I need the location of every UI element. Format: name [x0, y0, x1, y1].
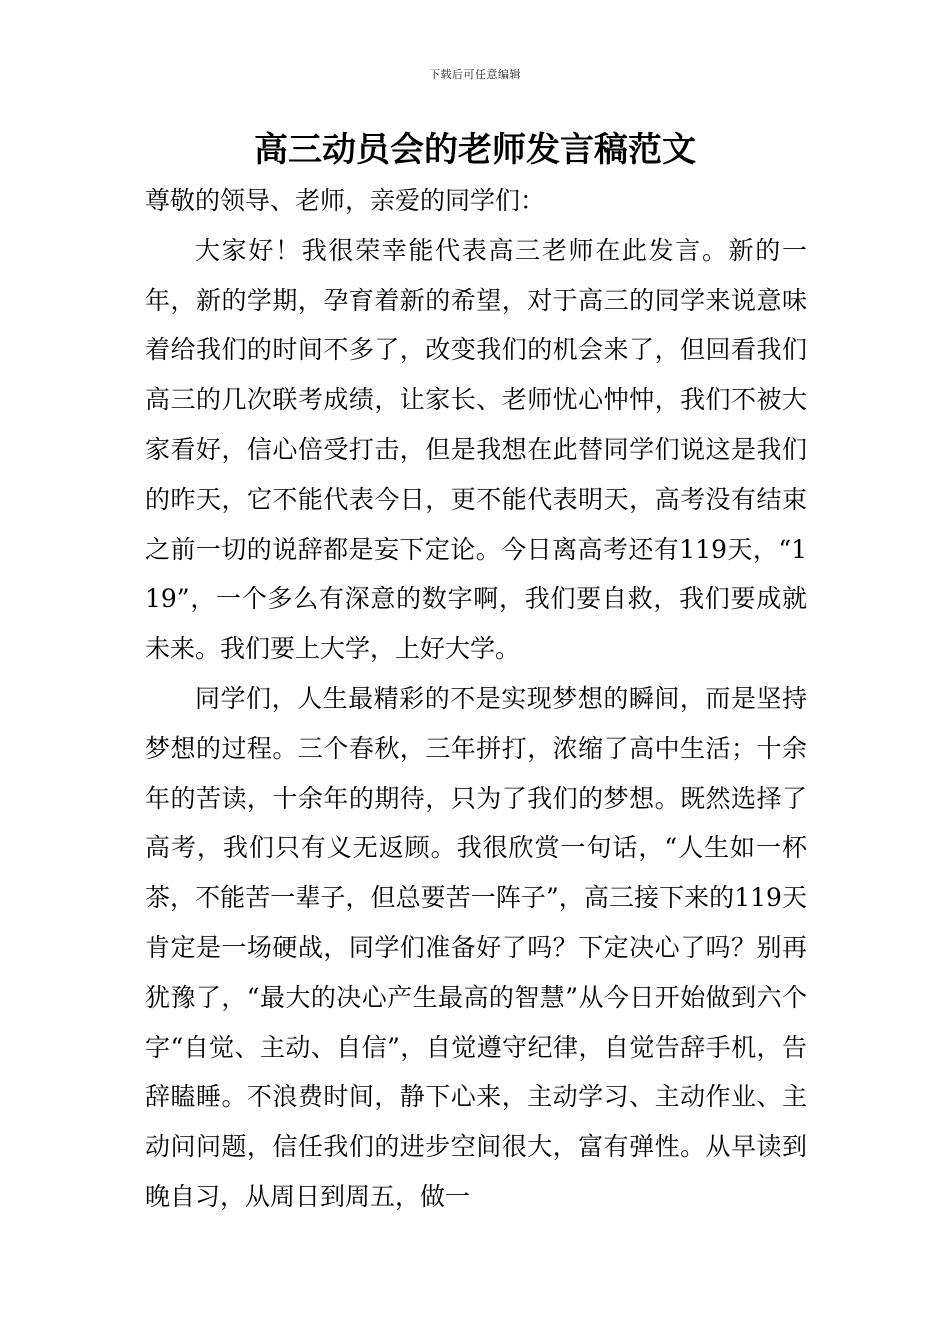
document-title: 高三动员会的老师发言稿范文	[254, 130, 696, 170]
document-body	[145, 176, 807, 1222]
header-note: 下载后可任意编辑	[429, 68, 521, 81]
salutation: 尊敬的领导、老师，亲爱的同学们：	[145, 186, 546, 215]
paragraph: 大家好！我很荣幸能代表高三老师在此发言。新的一年，新的学期，孕育着新的希望，对于高三的同学来说意味着给我们的时间不多了，改变我们的机会来了，但回看我们高三的几次联考成绩，让家长、老师忧心忡忡，我们不被大家看好，信心倍受打击，但是我想在此替同学们说这是我们的昨天，它不能代表今日，更不能代表明天，高考没有结束之前一切的说辞都是妄下定论。今日离高考还有119天，“119”，一个多么有深意的数字啊，我们要自救，我们要成就未来。我们要上大学，上好大学。	[145, 235, 807, 664]
paragraph: 同学们，人生最精彩的不是实现梦想的瞬间，而是坚持梦想的过程。三个春秋，三年拼打，浓缩了高中生活；十余年的苦读，十余年的期待，只为了我们的梦想。既然选择了高考，我们只有义无返顾。我很欣赏一句话，“人生如一杯茶，不能苦一辈子，但总要苦一阵子”，高三接下来的119天肯定是一场硬战，同学们准备好了吗？下定决心了吗？别再犹豫了，“最大的决心产生最高的智慧”从今日开始做到六个字“自觉、主动、自信”，自觉遵守纪律，自觉告辞手机，告辞瞌睡。不浪费时间，静下心来，主动学习、主动作业、主动问问题，信任我们的进步空间很大，富有弹性。从早读到晚自习，从周日到周五，做一	[145, 683, 807, 1211]
